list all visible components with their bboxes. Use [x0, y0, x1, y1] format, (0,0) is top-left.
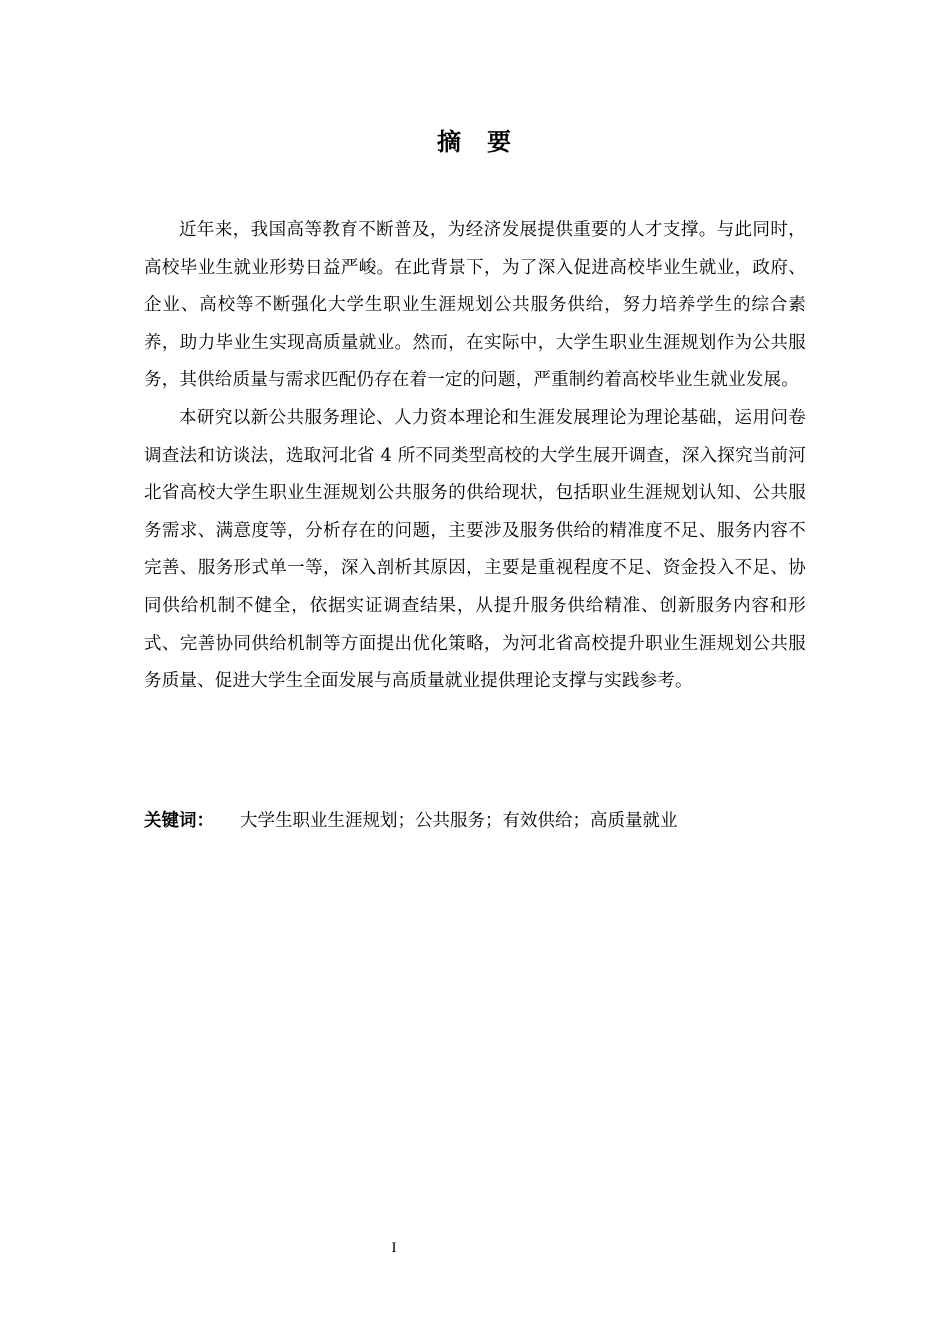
abstract-title — [0, 126, 950, 158]
abstract-paragraph-2: 本研究以新公共服务理论、人力资本理论和生涯发展理论为理论基础，运用问卷调查法和访谈法，选取河北省 4 所不同类型高校的大学生展开调查，深入探究当前河北省高校大学生职业生涯规划公共服务的供给现状，包括职业生涯规划认知、公共服务需求、满意度等，分析存在的问题，主要涉及服务供给的精准度不足、服务内容不完善、服务形式单一等，深入剖析其原因，主要是重视程度不足、资金投入不足、协同供给机制不健全，依据实证调查结果，从提升服务供给精准、创新服务内容和形式、完善协同供给机制等方面提出优化策略，为河北省高校提升职业生涯规划公共服务质量、促进大学生全面发展与高质量就业提供理论支撑与实践参考。 — [144, 407, 806, 692]
abstract-title-char-2: 要 — [487, 128, 513, 156]
page-number: I — [391, 1240, 397, 1256]
abstract-body — [144, 212, 806, 701]
keywords-label: 关键词： — [144, 811, 214, 831]
keywords-line — [144, 805, 806, 837]
abstract-paragraph-1: 近年来，我国高等教育不断普及，为经济发展提供重要的人才支撑。与此同时，高校毕业生就业形势日益严峻。在此背景下，为了深入促进高校毕业生就业，政府、企业、高校等不断强化大学生职业生涯规划公共服务供给，努力培养学生的综合素养，助力毕业生实现高质量就业。然而，在实际中，大学生职业生涯规划作为公共服务，其供给质量与需求匹配仍存在着一定的问题，严重制约着高校毕业生就业发展。 — [144, 220, 806, 391]
abstract-title-char-1: 摘 — [437, 128, 463, 156]
keywords-text: 大学生职业生涯规划；公共服务；有效供给；高质量就业 — [240, 811, 678, 831]
